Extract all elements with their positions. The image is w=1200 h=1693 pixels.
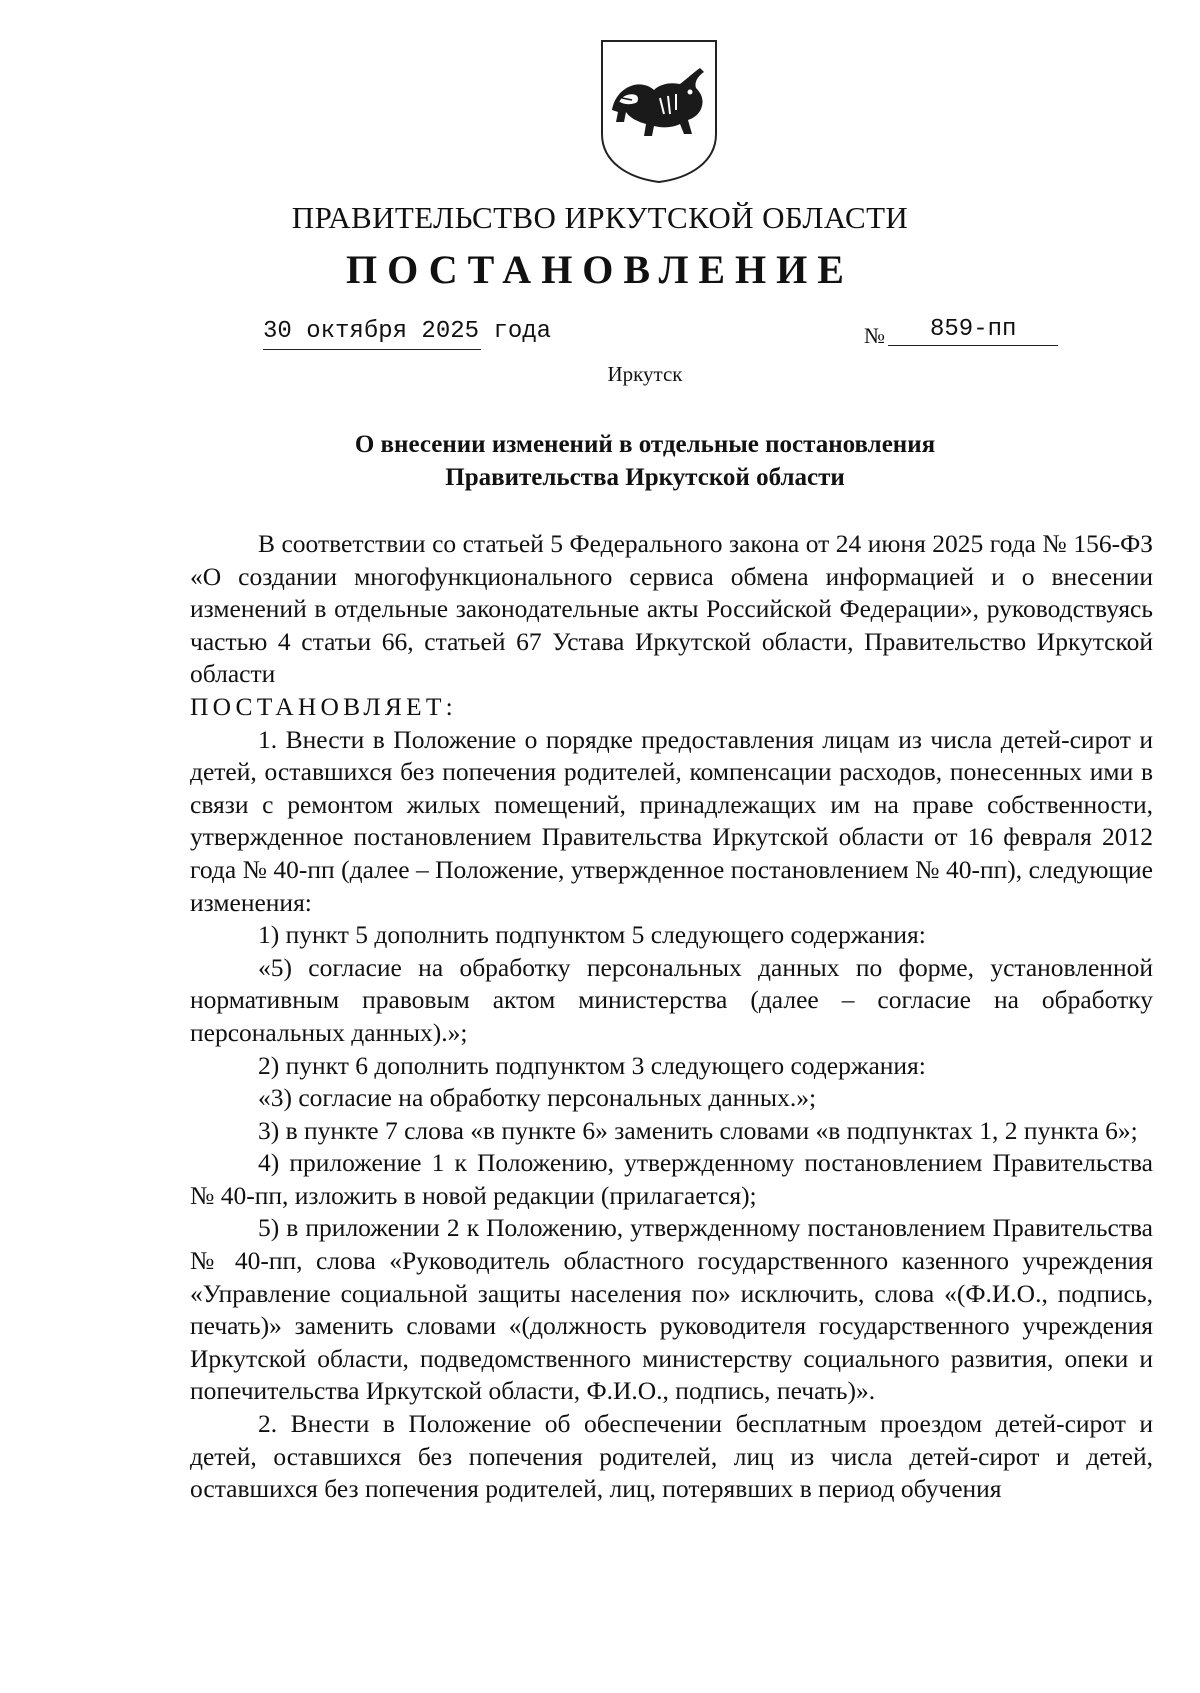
document-body <box>190 528 1153 1506</box>
preamble-paragraph: В соответствии со статьей 5 Федерального закона от 24 июня 2025 года № 156-ФЗ «О создании многофункционального сервиса обмена информацией и о внесении изменений в отдельные законодательные акты Российской Федерации», руководствуясь частью 4 статьи 66, статьей 67 Устава Иркутской области, Правительство Иркутской области <box>190 529 1153 689</box>
government-name: ПРАВИТЕЛЬСТВО ИРКУТСКОЙ ОБЛАСТИ <box>291 200 909 235</box>
subitem-2: 2) пункт 6 дополнить подпунктом 3 следующего содержания: <box>258 1050 926 1080</box>
city: Иркутск <box>607 362 683 386</box>
document-type: ПОСТАНОВЛЕНИЕ <box>346 247 854 292</box>
number-sign: № <box>864 323 885 348</box>
document-title <box>0 428 1200 494</box>
subitem-4: 4) приложение 1 к Положению, утвержденному постановлением Правительства № 40-пп, изложить в новой редакции (прилагается); <box>190 1148 1153 1210</box>
subitem-2-quote: «3) согласие на обработку персональных данных.»; <box>258 1083 817 1113</box>
subitem-3: 3) в пункте 7 слова «в пункте 6» заменить словами «в подпунктах 1, 2 пункта 6»; <box>258 1115 1138 1145</box>
document-number: 859-пп <box>930 316 1017 343</box>
title-line-2: Правительства Иркутской области <box>445 464 845 491</box>
document-date: 30 октября 2025 года <box>263 318 552 345</box>
paragraph-item-1: 1. Внести в Положение о порядке предоставления лицам из числа детей-сирот и детей, оставшихся без попечения родителей, компенсации расходов, понесенных ими в связи с ремонтом жилых помещений, принадлежащих им на праве собственности, утвержденное постановлением Правительства Иркутской области от 16 февраля 2012 года № 40-пп (далее – Положение, утвержденное постановлением № 40-пп), следующие изменения: <box>190 724 1153 917</box>
coat-of-arms-icon <box>600 38 718 184</box>
subitem-1: 1) пункт 5 дополнить подпунктом 5 следующего содержания: <box>258 920 926 950</box>
number-underline <box>888 345 1058 346</box>
paragraph-item-2: 2. Внести в Положение об обеспечении бесплатным проездом детей-сирот и детей, оставшихся без попечения родителей, лиц из числа детей-сирот и детей, оставшихся без попечения родителей, лиц, потерявших в период обучения <box>190 1409 1153 1504</box>
title-line-1: О внесении изменений в отдельные постановления <box>354 431 936 458</box>
resolves-heading: ПОСТАНОВЛЯЕТ: <box>190 691 457 721</box>
subitem-5: 5) в приложении 2 к Положению, утвержденному постановлением Правительства № 40-пп, слова «Руководитель областного государственного казенного учреждения «Управление социальной защиты населения по» исключить, слова «(Ф.И.О., подпись, печать)» заменить словами «(должность руководителя государственного учреждения Иркутской области, подведомственного министерству социального развития, опеки и попечительства Иркутской области, Ф.И.О., подпись, печать)». <box>190 1213 1153 1406</box>
subitem-1-quote: «5) согласие на обработку персональных данных по форме, установленной нормативным правовым актом министерства (далее – согласие на обработку персональных данных).»; <box>190 952 1153 1047</box>
date-underline <box>263 349 481 350</box>
